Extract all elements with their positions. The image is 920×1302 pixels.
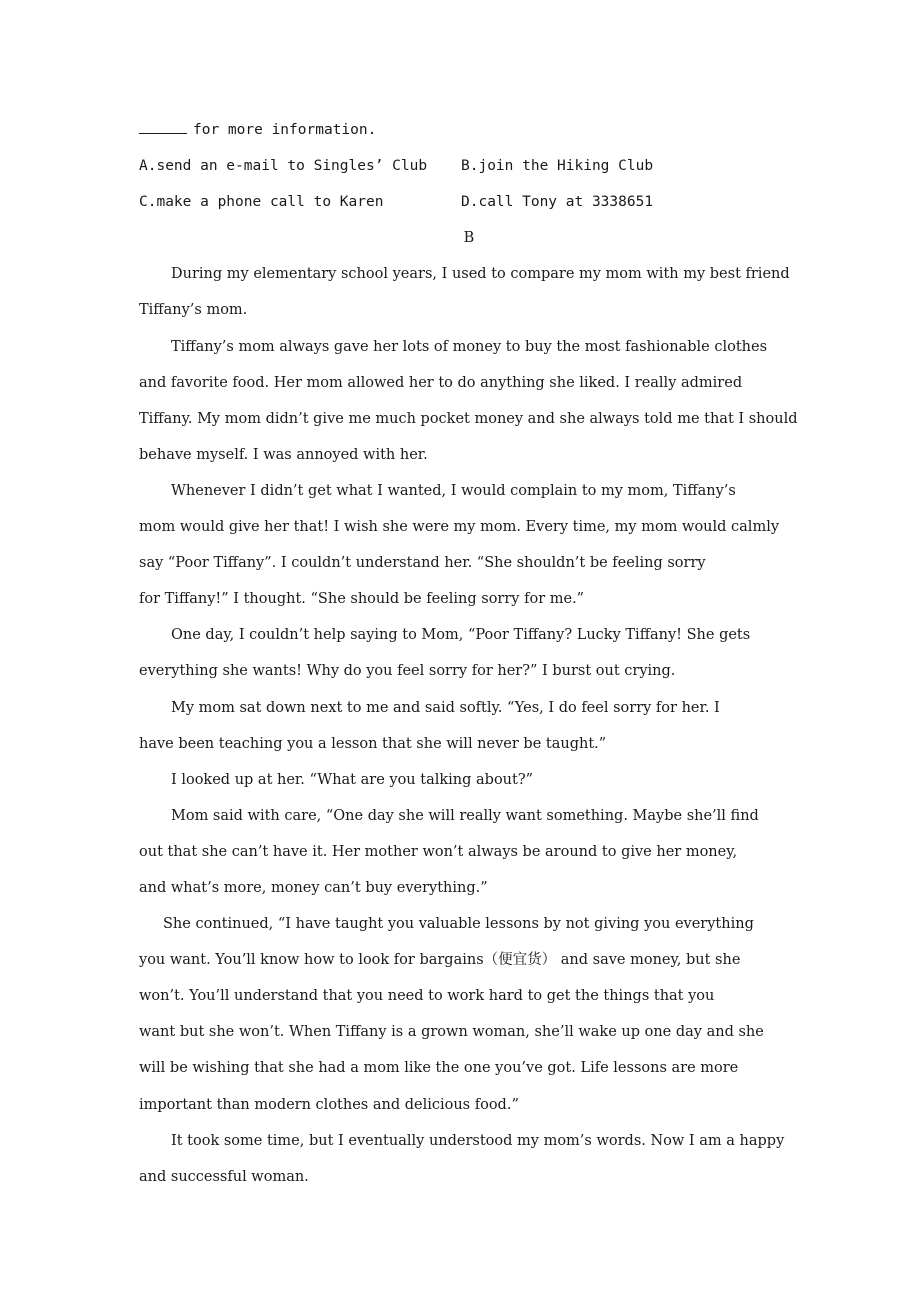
question-tail: for more information. xyxy=(193,122,377,138)
passage-line: won’t. You’ll understand that you need to work hard to get the things that you xyxy=(139,988,715,1005)
passage-line: important than modern clothes and delicious food.” xyxy=(139,1096,519,1113)
passage-line: Tiffany’s mom always gave her lots of money to buy the most fashionable clothes xyxy=(171,338,768,355)
passage-line: Tiffany’s mom. xyxy=(139,302,248,319)
passage-line: want but she won’t. When Tiffany is a grown woman, she’ll wake up one day and she xyxy=(139,1024,764,1041)
option-c: C.make a phone call to Karen xyxy=(139,194,384,211)
passage-line: Whenever I didn’t get what I wanted, I would complain to my mom, Tiffany’s xyxy=(171,482,736,499)
passage-line: I looked up at her. “What are you talking about?” xyxy=(171,771,534,788)
passage-line: behave myself. I was annoyed with her. xyxy=(139,446,428,463)
passage-line: and successful woman. xyxy=(139,1168,309,1185)
passage-line: out that she can’t have it. Her mother won’t always be around to give her money, xyxy=(139,843,738,860)
passage-line: My mom sat down next to me and said softly. “Yes, I do feel sorry for her. I xyxy=(171,699,720,716)
passage-line: Tiffany. My mom didn’t give me much pocket money and she always told me that I should xyxy=(139,410,798,427)
section-title: B xyxy=(463,230,475,247)
question-tail-line xyxy=(139,112,799,148)
passage-line: will be wishing that she had a mom like the one you’ve got. Life lessons are more xyxy=(139,1060,739,1077)
passage-line: One day, I couldn’t help saying to Mom, “Poor Tiffany? Lucky Tiffany! She gets xyxy=(171,627,751,644)
passage-line: Mom said with care, “One day she will really want something. Maybe she’ll find xyxy=(171,807,759,824)
passage-line: It took some time, but I eventually understood my mom’s words. Now I am a happy xyxy=(171,1132,785,1149)
options-row-1 xyxy=(139,148,799,184)
passage-line: everything she wants! Why do you feel sorry for her?” I burst out crying. xyxy=(139,663,676,680)
option-a: A.send an e-mail to Singles’ Club xyxy=(139,158,428,175)
passage-line: for Tiffany!” I thought. “She should be feeling sorry for me.” xyxy=(139,591,585,608)
passage-line: mom would give her that! I wish she were my mom. Every time, my mom would calmly xyxy=(139,519,780,536)
passage xyxy=(139,256,799,1194)
passage-line: She continued, “I have taught you valuable lessons by not giving you everything xyxy=(163,916,754,933)
options-row-2 xyxy=(139,184,799,220)
passage-line: have been teaching you a lesson that she will never be taught.” xyxy=(139,735,607,752)
passage-line: and favorite food. Her mom allowed her to do anything she liked. I really admired xyxy=(139,374,743,391)
passage-line: and what’s more, money can’t buy everything.” xyxy=(139,879,488,896)
document-page xyxy=(139,112,799,1195)
passage-line: During my elementary school years, I used to compare my mom with my best friend xyxy=(171,266,790,283)
option-b: B.join the Hiking Club xyxy=(461,158,654,175)
answer-blank xyxy=(139,117,187,134)
option-d: D.call Tony at 3338651 xyxy=(461,194,654,211)
passage-line: you want. You’ll know how to look for bargains（便宜货） and save money, but she xyxy=(139,952,741,969)
passage-line: say “Poor Tiffany”. I couldn’t understand her. “She shouldn’t be feeling sorry xyxy=(139,555,706,572)
